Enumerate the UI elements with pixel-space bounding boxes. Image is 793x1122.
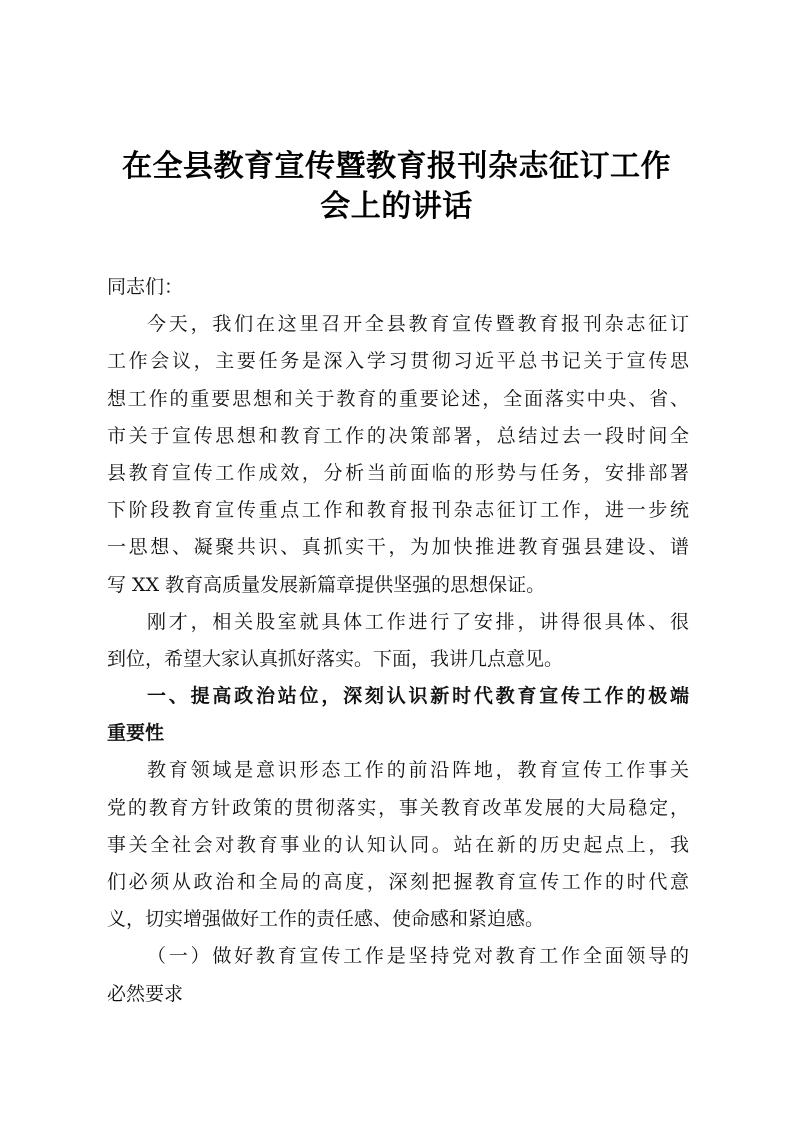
paragraph-line: （一）做好教育宣传工作是坚持党对教育工作全面领导的: [147, 945, 689, 968]
paragraph-line: 想工作的重要思想和关于教育的重要论述，全面落实中央、省、: [107, 387, 689, 410]
paragraph-line: 事关全社会对教育事业的认知认同。站在新的历史起点上，我: [107, 833, 689, 856]
paragraph-line: 们必须从政治和全局的高度，深刻把握教育宣传工作的时代意: [107, 871, 689, 893]
section-heading-line: 重要性: [107, 722, 165, 745]
paragraph-line: 县教育宣传工作成效，分析当前面临的形势与任务，安排部署: [107, 461, 689, 484]
title-line-2: 会上的讲话: [320, 189, 473, 224]
paragraph-line: 工作会议，主要任务是深入学习贯彻习近平总书记关于宣传思: [107, 350, 689, 373]
document-title: [90, 147, 703, 227]
paragraph-line: 到位，希望大家认真抓好落实。下面，我讲几点意见。: [107, 647, 564, 670]
paragraph-line: 同志们：: [107, 276, 184, 298]
section-heading-line: 一、提高政治站位，深刻认识新时代教育宣传工作的极端: [147, 685, 689, 708]
document-body: [107, 269, 689, 1013]
paragraph-line: 必然要求: [107, 982, 184, 1005]
title-line-1: 在全县教育宣传暨教育报刊杂志征订工作: [122, 149, 671, 184]
paragraph-line: 党的教育方针政策的贯彻落实，事关教育改革发展的大局稳定，: [107, 796, 689, 819]
paragraph-line: 写 XX 教育高质量发展新篇章提供坚强的思想保证。: [107, 573, 546, 596]
paragraph-line: 市关于宣传思想和教育工作的决策部署，总结过去一段时间全: [107, 424, 689, 447]
paragraph-line: 一思想、凝聚共识、真抓实干，为加快推进教育强县建设、谱: [107, 536, 689, 559]
paragraph-line: 刚才，相关股室就具体工作进行了安排，讲得很具体、很: [147, 610, 689, 633]
paragraph-line: 下阶段教育宣传重点工作和教育报刊杂志征订工作，进一步统: [107, 499, 689, 522]
paragraph-line: 教育领域是意识形态工作的前沿阵地，教育宣传工作事关: [147, 759, 689, 782]
paragraph-line: 今天，我们在这里召开全县教育宣传暨教育报刊杂志征订: [147, 313, 689, 336]
paragraph-line: 义，切实增强做好工作的责任感、使命感和紧迫感。: [107, 908, 545, 931]
